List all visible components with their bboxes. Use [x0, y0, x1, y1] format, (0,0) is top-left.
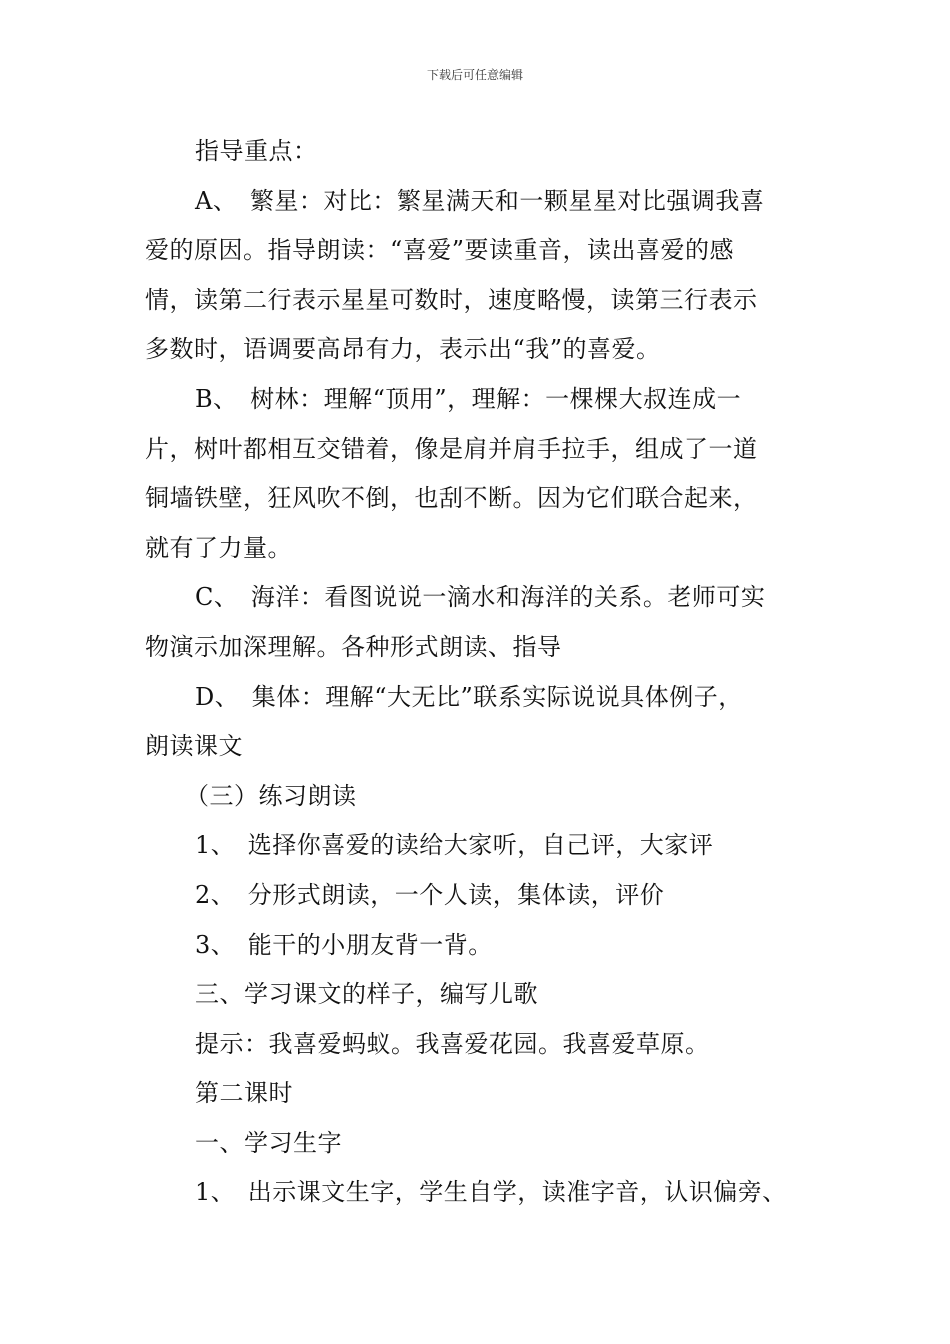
text-line: 情，读第二行表示星星可数时，速度略慢，读第三行表示: [145, 285, 758, 314]
text-line: 提示：我喜爱蚂蚁。我喜爱花园。我喜爱草原。: [195, 1029, 710, 1058]
text-line: A、 繁星：对比：繁星满天和一颗星星对比强调我喜: [195, 186, 765, 215]
list-item: 1、 选择你喜爱的读给大家听，自己评，大家评: [195, 831, 714, 860]
text-line: 铜墙铁壁，狂风吹不倒，也刮不断。因为它们联合起来，: [145, 484, 758, 513]
text-line: 物演示加深理解。各种形式朗读、指导: [145, 632, 562, 661]
section-heading: 三、学习课文的样子，编写儿歌: [195, 980, 538, 1009]
document-body: [145, 127, 825, 1218]
text-line: B、 树林：理解“顶用”，理解：一棵棵大叔连成一: [195, 384, 742, 413]
text-line: 朗读课文: [145, 732, 243, 761]
list-item: 3、 能干的小朋友背一背。: [195, 930, 493, 959]
section-heading: 一、学习生字: [195, 1128, 342, 1157]
text-line: C、 海洋：看图说说一滴水和海洋的关系。老师可实: [195, 583, 766, 612]
list-item: 2、 分形式朗读，一个人读，集体读，评价: [195, 880, 665, 909]
list-item: 1、 出示课文生字，学生自学，读准字音，认识偏旁、: [195, 1178, 787, 1207]
text-line: 就有了力量。: [145, 533, 292, 562]
text-line: 指导重点：: [195, 137, 318, 165]
text-line: 爱的原因。指导朗读：“喜爱”要读重音，读出喜爱的感: [145, 236, 735, 265]
text-line: 片，树叶都相互交错着，像是肩并肩手拉手，组成了一道: [145, 434, 758, 463]
text-line: 多数时，语调要高昂有力，表示出“我”的喜爱。: [145, 335, 661, 364]
section-heading: 第二课时: [195, 1079, 293, 1108]
section-heading: （三）练习朗读: [185, 781, 357, 810]
page-header: 下载后可任意编辑: [426, 68, 523, 82]
text-line: D、 集体：理解“大无比”联系实际说说具体例子，: [195, 682, 743, 711]
